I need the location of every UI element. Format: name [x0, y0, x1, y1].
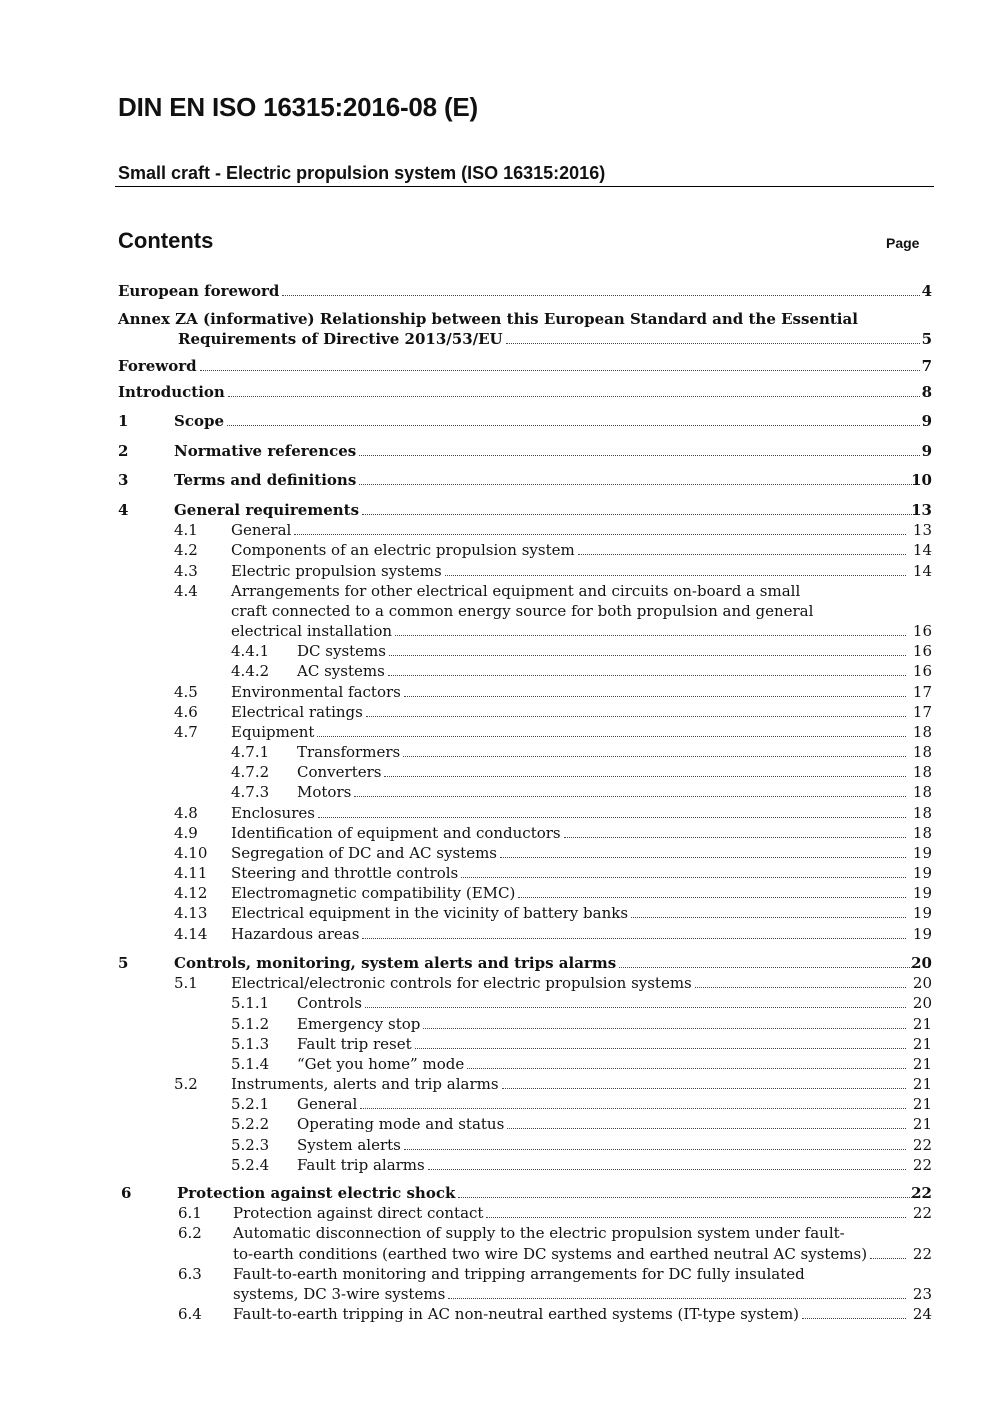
toc-entry-page: 18	[912, 804, 932, 822]
toc-entry[interactable]	[0, 741, 932, 761]
toc-entry[interactable]	[0, 1113, 932, 1133]
toc-entry-title-line: Arrangements for other electrical equipment and circuits on-board a small	[231, 582, 801, 600]
toc-entry-title-line: Annex ZA (informative) Relationship between this European Standard and the Essential	[118, 310, 858, 328]
toc-entry-title: Terms and definitions	[174, 471, 357, 489]
toc-entry-title: to-earth conditions (earthed two wire DC systems and earthed neutral AC systems)	[233, 1245, 868, 1263]
toc-entry-page: 18	[912, 783, 932, 801]
toc-entry[interactable]	[0, 1182, 932, 1202]
toc-entry[interactable]	[0, 1053, 932, 1073]
dot-leader	[384, 776, 906, 777]
toc-entry-page: 18	[912, 723, 932, 741]
toc-entry-title: “Get you home” mode	[297, 1055, 465, 1073]
toc-entry-number: 4.13	[174, 904, 208, 922]
toc-entry-number: 4.3	[174, 562, 198, 580]
toc-entry-title: Environmental factors	[231, 683, 401, 701]
toc-entry-page: 8	[921, 383, 932, 401]
toc-entry-title: Controls	[297, 994, 362, 1012]
contents-title: Contents	[118, 228, 214, 253]
toc-entry[interactable]	[0, 469, 932, 489]
toc-entry-title: Electrical/electronic controls for electric propulsion systems	[231, 974, 692, 992]
toc-entry-number: 4.4.2	[231, 662, 270, 680]
toc-entry[interactable]	[0, 410, 932, 430]
dot-leader	[458, 1197, 920, 1198]
toc-entry-title: Fault trip reset	[297, 1035, 412, 1053]
toc-entry-title: General requirements	[174, 501, 360, 519]
toc-entry-title-line: craft connected to a common energy source for both propulsion and general	[231, 602, 814, 620]
toc-entry-number: 4.5	[174, 683, 198, 701]
toc-entry-number: 1	[118, 412, 129, 430]
toc-entry-title: Requirements of Directive 2013/53/EU	[178, 330, 503, 348]
toc-entry-title: Electrical equipment in the vicinity of battery banks	[231, 904, 629, 922]
toc-entry-title: Hazardous areas	[231, 925, 360, 943]
toc-entry-title: Components of an electric propulsion system	[231, 541, 575, 559]
toc-entry-number: 6.2	[178, 1224, 202, 1242]
dot-leader	[318, 817, 906, 818]
toc-entry-number: 4.6	[174, 703, 198, 721]
toc-entry-number: 5.2.3	[231, 1136, 270, 1154]
toc-entry[interactable]	[0, 1093, 932, 1113]
dot-leader	[506, 343, 920, 344]
dot-leader	[502, 1088, 906, 1089]
toc-entry[interactable]	[0, 499, 932, 519]
toc-entry-page: 17	[912, 703, 932, 721]
toc-entry-number: 5.2	[174, 1075, 198, 1093]
toc-entry-title: Transformers	[297, 743, 401, 761]
toc-entry[interactable]	[0, 539, 932, 559]
dot-leader	[507, 1128, 906, 1129]
toc-entry[interactable]	[0, 761, 932, 781]
dot-leader	[228, 396, 920, 397]
dot-leader	[564, 837, 906, 838]
toc-entry-page: 13	[911, 501, 932, 519]
toc-entry-page: 16	[912, 642, 932, 660]
toc-entry-number: 6.1	[178, 1204, 202, 1222]
toc-entry-page: 21	[912, 1115, 932, 1133]
toc-entry[interactable]	[0, 882, 932, 902]
document-subtitle: Small craft - Electric propulsion system (ISO 16315:2016)	[118, 163, 606, 183]
toc-entry-page: 21	[912, 1015, 932, 1033]
toc-entry-number: 4.14	[174, 925, 208, 943]
toc-entry-page: 4	[921, 282, 932, 300]
toc-entry-page: 22	[912, 1136, 932, 1154]
toc-entry-page: 16	[912, 622, 932, 640]
toc-entry-title: Fault-to-earth tripping in AC non-neutral earthed systems (IT-type system)	[233, 1305, 800, 1323]
toc-entry-number: 4.1	[174, 521, 198, 539]
toc-entry-number: 4.2	[174, 541, 198, 559]
toc-entry-title: Protection against direct contact	[233, 1204, 484, 1222]
toc-entry-page: 17	[912, 683, 932, 701]
toc-entry-title: Converters	[297, 763, 382, 781]
toc-entry[interactable]	[0, 560, 932, 580]
toc-entry-title: systems, DC 3-wire systems	[233, 1285, 446, 1303]
toc-entry-title: electrical installation	[231, 622, 393, 640]
toc-entry-title-line: Automatic disconnection of supply to the electric propulsion system under fault-	[233, 1224, 845, 1242]
toc-entry-number: 5.2.4	[231, 1156, 270, 1174]
toc-entry-number: 6.3	[178, 1265, 202, 1283]
dot-leader	[415, 1048, 906, 1049]
toc-entry-page: 22	[911, 1184, 932, 1202]
toc-entry[interactable]	[0, 280, 932, 300]
toc-entry-page: 24	[912, 1305, 932, 1323]
toc-entry-number: 5.2.1	[231, 1095, 270, 1113]
toc-entry-number: 4.10	[174, 844, 208, 862]
toc-entry-title: Fault trip alarms	[297, 1156, 425, 1174]
toc-entry-title: Scope	[174, 412, 225, 430]
toc-entry-page: 21	[912, 1055, 932, 1073]
dot-leader	[395, 635, 906, 636]
toc-entry-page: 18	[912, 763, 932, 781]
toc-entry-title: Emergency stop	[297, 1015, 421, 1033]
toc-entry-number: 5.2.2	[231, 1115, 270, 1133]
toc-entry-title-line: Fault-to-earth monitoring and tripping arrangements for DC fully insulated	[233, 1265, 805, 1283]
toc-entry-title: Enclosures	[231, 804, 315, 822]
dot-leader	[294, 534, 906, 535]
toc-entry-page: 19	[912, 904, 932, 922]
toc-entry-number: 6	[121, 1184, 132, 1202]
toc-entry-page: 5	[921, 330, 932, 348]
toc-entry-number: 5.1.1	[231, 994, 270, 1012]
dot-leader	[404, 696, 906, 697]
toc-entry-page: 21	[912, 1035, 932, 1053]
dot-leader	[227, 425, 920, 426]
toc-entry[interactable]	[0, 1283, 932, 1303]
toc-entry[interactable]	[0, 681, 932, 701]
toc-entry-number: 4.7.3	[231, 783, 270, 801]
dot-leader	[404, 1149, 906, 1150]
toc-entry-title: Normative references	[174, 442, 357, 460]
toc-entry-number: 4.8	[174, 804, 198, 822]
toc-entry[interactable]	[0, 1303, 932, 1323]
toc-entry-number: 4.9	[174, 824, 198, 842]
toc-entry-title: Steering and throttle controls	[231, 864, 459, 882]
dot-leader	[362, 514, 920, 515]
toc-entry-page: 20	[912, 994, 932, 1012]
toc-entry-number: 3	[118, 471, 129, 489]
dot-leader	[631, 917, 906, 918]
toc-entry[interactable]	[0, 781, 932, 801]
toc-entry[interactable]	[0, 802, 932, 822]
dot-leader	[448, 1298, 906, 1299]
toc-entry-page: 13	[912, 521, 932, 539]
toc-entry-title: DC systems	[297, 642, 386, 660]
toc-entry-page: 20	[911, 954, 932, 972]
toc-entry-title: Introduction	[118, 383, 225, 401]
dot-leader	[445, 575, 906, 576]
dot-leader	[359, 484, 920, 485]
toc-entry[interactable]	[0, 640, 932, 660]
toc-entry-page: 10	[911, 471, 932, 489]
toc-entry[interactable]	[0, 862, 932, 882]
toc-entry[interactable]	[0, 923, 932, 943]
dot-leader	[362, 938, 906, 939]
toc-entry-page: 23	[912, 1285, 932, 1303]
dot-leader	[200, 370, 920, 371]
toc-entry-title: Foreword	[118, 357, 197, 375]
toc-entry-number: 5.1.4	[231, 1055, 270, 1073]
toc-entry[interactable]	[0, 842, 932, 862]
toc-entry-number: 4.4	[174, 582, 198, 600]
dot-leader	[317, 736, 906, 737]
toc-entry-page: 16	[912, 662, 932, 680]
toc-entry-page: 22	[912, 1204, 932, 1222]
toc-entry-page: 19	[912, 844, 932, 862]
toc-entry-page: 20	[912, 974, 932, 992]
toc-entry[interactable]	[0, 1033, 932, 1053]
toc-entry-page: 14	[912, 541, 932, 559]
toc-entry-page: 18	[912, 824, 932, 842]
toc-entry-title: Controls, monitoring, system alerts and trips alarms	[174, 954, 617, 972]
toc-entry-number: 4.11	[174, 864, 208, 882]
dot-leader	[578, 554, 906, 555]
dot-leader	[282, 295, 920, 296]
toc-entry-page: 21	[912, 1095, 932, 1113]
dot-leader	[461, 877, 906, 878]
toc-entry-number: 4.7.1	[231, 743, 270, 761]
toc-entry[interactable]	[0, 1134, 932, 1154]
toc-entry-number: 5.1	[174, 974, 198, 992]
toc-entry-title: Instruments, alerts and trip alarms	[231, 1075, 499, 1093]
toc-entry-number: 5.1.2	[231, 1015, 270, 1033]
dot-leader	[366, 716, 906, 717]
toc-entry-number: 6.4	[178, 1305, 202, 1323]
toc-entry-page: 19	[912, 925, 932, 943]
toc-entry[interactable]	[0, 440, 932, 460]
toc-entry[interactable]	[0, 620, 932, 640]
toc-entry[interactable]	[0, 1073, 932, 1093]
toc-entry-number: 4.12	[174, 884, 208, 902]
toc-entry-page: 14	[912, 562, 932, 580]
dot-leader	[486, 1217, 906, 1218]
document-id: DIN EN ISO 16315:2016-08 (E)	[118, 92, 479, 122]
toc-entry-title: Identification of equipment and conductors	[231, 824, 561, 842]
toc-entry-page: 19	[912, 864, 932, 882]
toc-entry-title: AC systems	[297, 662, 385, 680]
toc-entry-title: Motors	[297, 783, 352, 801]
dot-leader	[467, 1068, 906, 1069]
dot-leader	[359, 455, 920, 456]
toc-entry-page: 22	[912, 1156, 932, 1174]
toc-entry[interactable]	[0, 381, 932, 401]
toc-entry[interactable]	[0, 519, 932, 539]
toc-entry-page: 9	[921, 412, 932, 430]
toc-entry-number: 4.4.1	[231, 642, 270, 660]
toc-entry-title: Electric propulsion systems	[231, 562, 442, 580]
toc-entry[interactable]	[0, 992, 932, 1012]
toc-entry-page: 19	[912, 884, 932, 902]
toc-entry[interactable]	[0, 1243, 932, 1263]
toc-entry-title: General	[231, 521, 292, 539]
dot-leader	[388, 675, 906, 676]
toc-entry[interactable]	[0, 902, 932, 922]
toc-entry-title: Electromagnetic compatibility (EMC)	[231, 884, 516, 902]
dot-leader	[365, 1007, 906, 1008]
toc-entry[interactable]	[0, 972, 932, 992]
toc-entry-page: 9	[921, 442, 932, 460]
toc-entry[interactable]	[0, 660, 932, 680]
toc-entry[interactable]	[0, 701, 932, 721]
dot-leader	[354, 796, 906, 797]
toc-entry[interactable]	[0, 952, 932, 972]
page-column-heading: Page	[886, 235, 920, 251]
toc-entry-number: 4	[118, 501, 129, 519]
toc-entry-page: 22	[912, 1245, 932, 1263]
dot-leader	[403, 756, 906, 757]
toc-entry-number: 4.7.2	[231, 763, 270, 781]
toc-entry-title: Equipment	[231, 723, 315, 741]
toc-entry[interactable]	[0, 1013, 932, 1033]
toc-entry[interactable]	[0, 355, 932, 375]
toc-entry-number: 2	[118, 442, 129, 460]
toc-entry-title: System alerts	[297, 1136, 401, 1154]
toc-entry-page: 21	[912, 1075, 932, 1093]
dot-leader	[423, 1028, 906, 1029]
toc-entry-number: 5	[118, 954, 129, 972]
toc-entry-title: Segregation of DC and AC systems	[231, 844, 498, 862]
toc-entry-number: 4.7	[174, 723, 198, 741]
toc-entry-title: Electrical ratings	[231, 703, 363, 721]
toc-entry-title: Operating mode and status	[297, 1115, 505, 1133]
toc-entry[interactable]	[0, 1202, 932, 1222]
toc-entry[interactable]	[0, 1154, 932, 1174]
toc-entry-number: 5.1.3	[231, 1035, 270, 1053]
toc-entry-page: 7	[921, 357, 932, 375]
toc-entry-page: 18	[912, 743, 932, 761]
toc-entry-title: Protection against electric shock	[177, 1184, 456, 1202]
dot-leader	[360, 1108, 906, 1109]
toc-entry-title: General	[297, 1095, 358, 1113]
dot-leader	[518, 897, 906, 898]
toc-entry-title: European foreword	[118, 282, 280, 300]
dot-leader	[428, 1169, 906, 1170]
dot-leader	[500, 857, 906, 858]
toc-entry[interactable]	[0, 721, 932, 741]
toc-entry[interactable]	[0, 328, 932, 348]
dot-leader	[389, 655, 906, 656]
toc-entry[interactable]	[0, 822, 932, 842]
